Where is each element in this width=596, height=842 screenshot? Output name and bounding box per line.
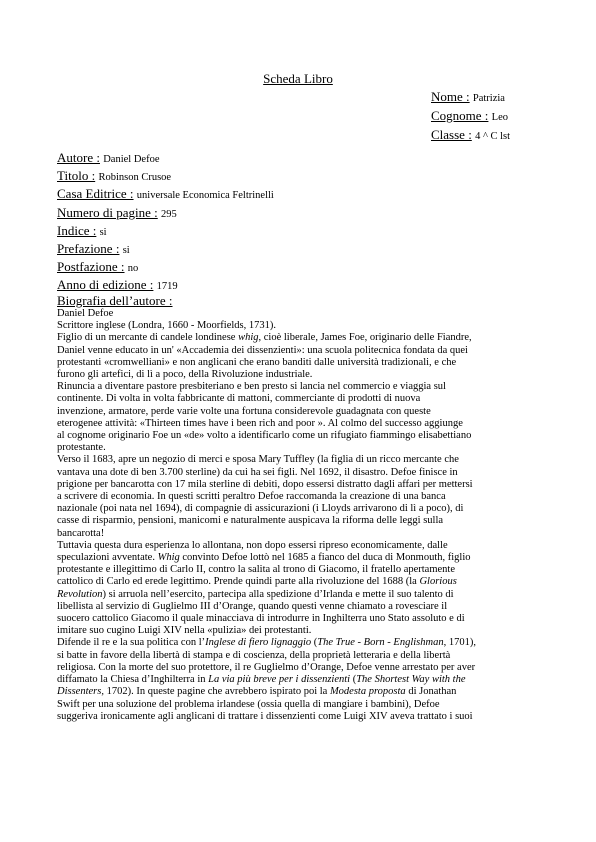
text-segment: Daniel venne educato in un' «Accademia dei dissenzienti»: una scuola politecnica fondata da quei (57, 344, 468, 356)
text-segment: invenzione, armatore, perde varie volte una fortuna considerevole guadagnata con queste (57, 405, 431, 417)
field-value: si (99, 226, 107, 238)
text-segment: ) si arruola nell’esercito, partecipa alla spedizione d’Irlanda e mette il suo talento di (102, 588, 454, 600)
text-segment: 1702). In queste pagine che avrebbero ispirato poi la (103, 686, 330, 698)
field-label: Autore : (57, 150, 100, 165)
biography-line (57, 540, 547, 552)
biography-line (57, 442, 547, 454)
text-segment: diffamato la Chiesa d’Inghilterra in (57, 674, 209, 686)
text-segment: casse di risparmio, pensioni, manicomi e naturalmente auspicava la riforma delle leggi sulla (57, 515, 444, 527)
text-segment: nazionale (poi nata nel 1694), di compagnie di assicurazioni (i Lloyds arrivarono di lì a poco), di (57, 503, 464, 515)
field-value: universale Economica Feltrinelli (136, 190, 274, 202)
field-label: Casa Editrice : (57, 186, 134, 202)
biography-line (57, 637, 547, 649)
field-value: si (122, 245, 130, 257)
text-segment: , 1701), (443, 637, 476, 649)
biography-line (57, 601, 547, 613)
book-field-index (57, 223, 274, 241)
book-field-preface (57, 241, 274, 259)
text-segment: a scrivere di economia. In questi scritti peraltro Defoe raccomanda la creazione di una banca (57, 491, 446, 503)
text-segment: suggeriva ironicamente agli anglicani di trattare i dissenzienti come Luigi XIV aveva trattato i suoi (57, 710, 473, 722)
italic-text: Glorious (419, 576, 457, 588)
biography-line (57, 650, 547, 662)
biography-line (57, 503, 547, 515)
biography-line (57, 686, 547, 698)
field-value: no (127, 263, 139, 275)
field-value: Leo (491, 112, 508, 123)
text-segment: Tuttavia questa dura esperienza lo allontana, non dopo essersi ripreso economicamente, dalle (57, 539, 448, 551)
text-segment: religiosa. Con la morte del suo protettore, il re Guglielmo d’Orange, Defoe venne arrestato per aver (57, 661, 476, 673)
book-field-afterword (57, 259, 274, 277)
biography-heading: Biografia dell’autore : (57, 293, 173, 308)
italic-text: Modesta proposta (329, 686, 406, 698)
biography-line (57, 393, 547, 405)
book-field-publisher (57, 186, 274, 204)
italic-text: La via più breve per i dissenzienti (208, 674, 351, 686)
biography-line (57, 308, 547, 320)
biography-line (57, 345, 547, 357)
book-field-author (57, 150, 274, 168)
field-value: Robinson Crusoe (98, 172, 172, 184)
text-segment: protestanti «cromwelliani» e non anglicani che erano banditi dalle università tradizionali, e che (57, 356, 457, 368)
text-segment: protestante e illegittimo di Carlo II, contro la salita al trono di Giacomo, il fratello apertamente (57, 564, 455, 576)
biography-line (57, 491, 547, 503)
field-label: Postfazione : (57, 259, 125, 275)
italic-text: Dissenters, (57, 686, 104, 698)
text-segment: di Jonathan (405, 686, 457, 698)
biography-line (57, 662, 547, 674)
biography-line (57, 467, 547, 479)
text-segment: suocero cattolico Giacomo il quale minacciava di introdurre in Inghilterra uno Stato assoluto e di (57, 613, 465, 625)
text-segment: Scrittore inglese (Londra, 1660 - Moorfields, 1731). (57, 320, 276, 332)
italic-text: whig (238, 332, 259, 344)
field-label: Titolo : (57, 168, 96, 184)
text-segment: Verso il 1683, apre un negozio di merci e sposa Mary Tuffley (la figlia di un ricco mercante che (57, 454, 459, 466)
text-segment: Daniel Defoe (57, 308, 114, 319)
text-segment: si batte in favore della libertà di stampa e di coscienza, della proprietà letteraria e della libertà (57, 649, 451, 661)
field-label: Anno di edizione : (57, 277, 154, 293)
field-value: Daniel Defoe (103, 154, 160, 165)
biography-line (57, 332, 547, 344)
text-segment: prigione per bancarotta con 17 mila sterline di debiti, dopo essersi distratto dagli affari per mettersi (57, 478, 473, 490)
student-info (431, 88, 510, 145)
biography-line (57, 552, 547, 564)
biography-line (57, 515, 547, 527)
biography-line (57, 369, 547, 381)
text-segment: ( (311, 637, 318, 649)
field-label: Numero di pagine : (57, 204, 158, 220)
text-segment: speculazioni avventate. (57, 552, 158, 564)
text-segment: protestante. (57, 442, 106, 454)
text-segment: convinto Defoe lottò nel 1685 a fianco del duca di Monmouth, figlio (179, 552, 471, 564)
field-label: Indice : (57, 222, 97, 238)
field-value: 1719 (156, 281, 178, 293)
biography-line (57, 430, 547, 442)
text-segment: libellista al servizio di Guglielmo III d’Orange, quando questi venne chiamato a rovesciare il (57, 600, 448, 612)
field-value: Patrizia (472, 93, 505, 104)
field-value: 295 (160, 208, 177, 220)
biography-line (57, 576, 547, 588)
italic-text: Inglese di fiero lignaggio (205, 637, 312, 649)
biography-line (57, 454, 547, 466)
field-label: Prefazione : (57, 241, 120, 257)
biography-line (57, 320, 547, 332)
text-segment: bancarotta! (57, 527, 105, 539)
biography-line (57, 699, 547, 711)
text-segment: cattolico di Carlo ed erede legittimo. Prende quindi parte alla rivoluzione del 1688 (la (57, 576, 420, 588)
text-segment: Difende il re e la sua politica con l’ (57, 637, 206, 649)
text-segment: continente. Di volta in volta fabbricante di mattoni, commerciante di prodotti di nuova (57, 393, 421, 405)
book-info (57, 150, 274, 296)
field-label: Cognome : (431, 108, 489, 123)
italic-text: The True - Born - Englishman (317, 637, 444, 649)
biography-line (57, 357, 547, 369)
text-segment: Figlio di un mercante di candele londinese (57, 332, 239, 344)
text-segment: furono gli artefici, di lì a poco, della Rivoluzione industriale. (57, 369, 313, 381)
field-label: Classe : (431, 127, 472, 142)
italic-text: Revolution (57, 588, 103, 600)
student-field-name (431, 88, 510, 107)
biography-line (57, 625, 547, 637)
biography-line (57, 564, 547, 576)
biography-line (57, 674, 547, 686)
biography-line (57, 406, 547, 418)
text-segment: al cognome originario Foe un «de» volto a identificarlo come un rifugiato fiammingo elisabettiano (57, 430, 472, 442)
biography-line (57, 613, 547, 625)
text-segment: , cioè liberale, James Foe, originario delle Fiandre, (258, 332, 472, 344)
page-title: Scheda Libro (263, 71, 333, 86)
italic-text: The Shortest Way with the (356, 674, 466, 686)
book-field-title (57, 168, 274, 186)
field-value: 4 ^ C lst (475, 131, 511, 142)
student-field-class (431, 126, 510, 145)
text-segment: Rinuncia a diventare pastore presbiteriano e ben presto si lancia nel commercio e viaggia sul (57, 381, 446, 393)
text-segment: eterogenee attività: «Thirteen times have i been rich and poor ». Al colmo del successo aggiunge (57, 417, 463, 429)
biography-line (57, 381, 547, 393)
text-segment: ( (350, 674, 357, 686)
book-field-pages (57, 205, 274, 223)
field-label: Nome : (431, 89, 470, 104)
italic-text: Whig (157, 552, 180, 564)
text-segment: imitare suo cugino Luigi XIV nella «pulizia» dei protestanti. (57, 625, 312, 637)
student-field-surname (431, 107, 510, 126)
text-segment: Swift per una soluzione del problema irlandese (ossia quella di mangiare i bambini), Defoe (57, 698, 440, 710)
text-segment: vantava una dote di ben 3.700 sterline) da cui ha sei figli. Nel 1692, il disastro. Defoe finisce in (57, 466, 458, 478)
biography-line (57, 711, 547, 723)
biography-line (57, 418, 547, 430)
biography-text (57, 308, 547, 723)
biography-line (57, 479, 547, 491)
biography-line (57, 528, 547, 540)
biography-line (57, 589, 547, 601)
